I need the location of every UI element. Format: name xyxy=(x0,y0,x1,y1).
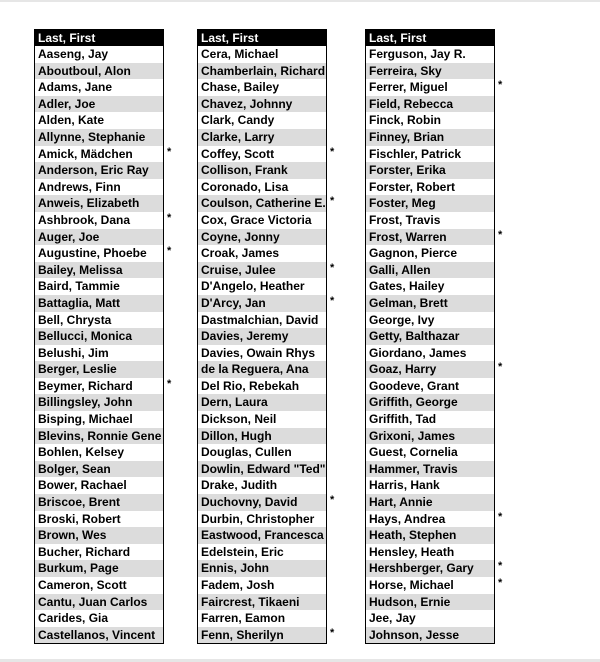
name-cell: Dowlin, Edward "Ted" xyxy=(201,461,326,476)
name-cell: Duchovny, David xyxy=(201,495,298,510)
name-row xyxy=(198,328,326,345)
row-list xyxy=(366,46,503,643)
name-row xyxy=(35,112,163,129)
name-cell: Clark, Candy xyxy=(201,113,275,128)
asterisk-marker: * xyxy=(498,361,503,374)
name-cell: Ferreira, Sky xyxy=(369,63,442,78)
name-cell: Faircrest, Tikaeni xyxy=(201,594,300,609)
name-row xyxy=(366,477,494,494)
name-cell: Beymer, Richard xyxy=(38,378,133,393)
name-cell: Adler, Joe xyxy=(38,96,96,111)
name-cell: Foster, Meg xyxy=(369,196,436,211)
name-row xyxy=(366,378,494,395)
name-row xyxy=(366,96,494,113)
name-cell: Finck, Robin xyxy=(369,113,441,128)
name-row xyxy=(366,328,494,345)
name-cell: Hays, Andrea xyxy=(369,511,446,526)
name-row xyxy=(35,195,163,212)
name-cell: Dern, Laura xyxy=(201,395,268,410)
name-row xyxy=(35,477,163,494)
name-row xyxy=(35,211,172,229)
name-row xyxy=(198,527,326,544)
asterisk-marker: * xyxy=(498,510,503,523)
name-cell: Dastmalchian, David xyxy=(201,312,319,327)
name-row xyxy=(35,229,163,246)
name-cell: Frost, Travis xyxy=(369,212,441,227)
name-cell: Gates, Hailey xyxy=(369,279,445,294)
name-cell: Frost, Warren xyxy=(369,229,447,244)
name-cell: Forster, Robert xyxy=(369,179,456,194)
name-row xyxy=(366,577,503,594)
name-cell: D'Arcy, Jan xyxy=(201,295,266,310)
name-row xyxy=(35,129,163,146)
name-cell: Brown, Wes xyxy=(38,528,107,543)
asterisk-marker: * xyxy=(498,577,503,589)
name-cell: Davies, Jeremy xyxy=(201,329,289,344)
name-row xyxy=(35,63,163,80)
name-cell: Hershberger, Gary xyxy=(369,561,474,576)
name-cell: Forster, Erika xyxy=(369,163,446,178)
name-cell: Baird, Tammie xyxy=(38,279,120,294)
name-row xyxy=(198,294,335,312)
name-row xyxy=(366,179,494,196)
name-row xyxy=(35,312,163,329)
name-row xyxy=(35,577,163,594)
name-cell: Belushi, Jim xyxy=(38,345,109,360)
name-row xyxy=(366,245,494,262)
name-row xyxy=(366,212,494,229)
name-cell: Aaseng, Jay xyxy=(38,47,109,61)
name-cell: Broski, Robert xyxy=(38,511,121,526)
name-row xyxy=(198,411,326,428)
name-cell: Bower, Rachael xyxy=(38,478,127,493)
name-row xyxy=(35,594,163,611)
row-list xyxy=(198,46,335,643)
name-row xyxy=(198,162,326,179)
name-cell: Battaglia, Matt xyxy=(38,295,121,310)
name-row xyxy=(366,444,494,461)
name-cell: Field, Rebecca xyxy=(369,96,454,111)
name-row xyxy=(366,361,503,378)
name-cell: Cameron, Scott xyxy=(38,578,127,592)
name-row xyxy=(366,428,494,445)
name-row xyxy=(366,278,494,295)
asterisk-marker: * xyxy=(330,261,335,274)
name-row xyxy=(198,312,326,329)
name-row xyxy=(366,79,503,96)
name-row xyxy=(198,544,326,561)
name-row xyxy=(366,146,494,163)
name-cell: Bolger, Sean xyxy=(38,461,111,476)
name-cell: Augustine, Phoebe xyxy=(38,246,147,261)
name-cell: Anderson, Eric Ray xyxy=(38,163,149,178)
name-row xyxy=(35,527,163,544)
name-cell: Del Rio, Rebekah xyxy=(201,378,300,393)
name-cell: Coronado, Lisa xyxy=(201,179,289,194)
name-row xyxy=(35,345,163,362)
name-cell: Clarke, Larry xyxy=(201,129,275,144)
name-cell: Dickson, Neil xyxy=(201,412,277,427)
name-row xyxy=(35,428,163,445)
name-row xyxy=(35,145,172,163)
name-row xyxy=(198,560,326,577)
name-row xyxy=(366,560,503,577)
name-row xyxy=(366,345,494,362)
name-row xyxy=(198,511,326,528)
name-cell: Horse, Michael xyxy=(369,578,454,592)
asterisk-marker: * xyxy=(498,79,503,92)
name-row xyxy=(35,377,172,395)
name-cell: Durbin, Christopher xyxy=(201,511,315,526)
name-row xyxy=(366,461,494,478)
name-row xyxy=(35,179,163,196)
name-cell: Bisping, Michael xyxy=(38,412,133,427)
name-cell: Fadem, Josh xyxy=(201,578,275,592)
name-row xyxy=(35,494,163,511)
name-cell: Bell, Chrysta xyxy=(38,312,112,327)
name-cell: de la Reguera, Ana xyxy=(201,362,309,377)
name-row xyxy=(198,145,335,163)
name-row xyxy=(35,278,163,295)
asterisk-marker: * xyxy=(167,145,172,158)
name-row xyxy=(198,594,326,611)
name-row xyxy=(198,129,326,146)
name-column-1 xyxy=(34,29,172,644)
name-cell: Cox, Grace Victoria xyxy=(201,212,312,227)
name-cell: Andrews, Finn xyxy=(38,179,121,194)
name-cell: Chamberlain, Richard xyxy=(201,63,326,78)
name-row xyxy=(35,295,163,312)
name-cell: Heath, Stephen xyxy=(369,528,457,543)
asterisk-marker: * xyxy=(330,145,335,158)
name-row xyxy=(198,361,326,378)
name-row xyxy=(198,112,326,129)
name-cell: Fischler, Patrick xyxy=(369,146,462,161)
name-row xyxy=(366,544,494,561)
name-cell: Bellucci, Monica xyxy=(38,329,133,344)
name-cell: Giordano, James xyxy=(369,345,467,360)
name-cell: Edelstein, Eric xyxy=(201,544,284,559)
name-row xyxy=(198,63,326,80)
name-row xyxy=(366,295,494,312)
name-row xyxy=(35,328,163,345)
name-cell: Berger, Leslie xyxy=(38,362,117,377)
name-row xyxy=(366,262,494,279)
asterisk-marker: * xyxy=(498,560,503,573)
name-row xyxy=(35,96,163,113)
name-cell: Fenn, Sherilyn xyxy=(201,627,284,642)
asterisk-marker: * xyxy=(498,228,503,241)
name-cell: Adams, Jane xyxy=(38,80,113,95)
name-row xyxy=(198,229,326,246)
name-cell: Drake, Judith xyxy=(201,478,278,493)
name-cell: Coyne, Jonny xyxy=(201,229,280,244)
name-row xyxy=(366,494,494,511)
name-row xyxy=(198,461,326,478)
name-cell: Hudson, Ernie xyxy=(369,594,451,609)
name-row xyxy=(35,46,163,63)
name-column-3 xyxy=(365,29,503,644)
name-column-2 xyxy=(197,29,335,644)
name-cell: Croak, James xyxy=(201,246,280,261)
name-cell: Ashbrook, Dana xyxy=(38,212,131,227)
name-row xyxy=(35,79,163,96)
name-cell: Aboutboul, Alon xyxy=(38,63,131,78)
name-cell: Chavez, Johnny xyxy=(201,96,293,111)
name-cell: Ennis, John xyxy=(201,561,270,576)
asterisk-marker: * xyxy=(330,195,335,208)
name-row xyxy=(198,428,326,445)
name-cell: Cera, Michael xyxy=(201,47,279,61)
name-cell: Getty, Balthazar xyxy=(369,329,460,344)
name-row xyxy=(366,312,494,329)
name-cell: Jee, Jay xyxy=(369,611,416,626)
name-cell: Griffith, Tad xyxy=(369,412,437,427)
name-row xyxy=(198,394,326,411)
name-cell: Hammer, Travis xyxy=(369,461,458,476)
name-row xyxy=(198,179,326,196)
name-row xyxy=(366,46,494,63)
name-row xyxy=(35,162,163,179)
top-divider xyxy=(0,0,600,2)
name-row xyxy=(35,610,163,627)
name-cell: Guest, Cornelia xyxy=(369,445,458,460)
name-row xyxy=(366,627,494,644)
name-row xyxy=(366,195,494,212)
name-cell: Bucher, Richard xyxy=(38,544,131,559)
name-cell: Allynne, Stephanie xyxy=(38,129,146,144)
name-cell: Finney, Brian xyxy=(369,129,445,144)
name-row xyxy=(366,527,494,544)
name-row xyxy=(366,394,494,411)
name-row xyxy=(198,494,335,511)
name-row xyxy=(198,378,326,395)
name-row xyxy=(198,610,326,627)
name-cell: Collison, Frank xyxy=(201,163,288,178)
name-cell: George, Ivy xyxy=(369,312,435,327)
name-cell: Galli, Allen xyxy=(369,262,431,277)
name-row xyxy=(198,245,326,262)
name-cell: Goodeve, Grant xyxy=(369,378,460,393)
name-row xyxy=(198,477,326,494)
name-cell: Cruise, Julee xyxy=(201,262,276,277)
asterisk-marker: * xyxy=(167,211,172,224)
name-row xyxy=(198,79,326,96)
name-cell: Alden, Kate xyxy=(38,113,105,128)
name-cell: Carides, Gia xyxy=(38,611,109,626)
name-cell: Blevins, Ronnie Gene xyxy=(38,428,162,443)
name-row xyxy=(366,112,494,129)
name-cell: Ferguson, Jay R. xyxy=(369,47,466,61)
name-cell: Harris, Hank xyxy=(369,478,440,493)
name-row xyxy=(366,594,494,611)
name-cell: Burkum, Page xyxy=(38,561,119,576)
name-row xyxy=(198,212,326,229)
name-cell: Billingsley, John xyxy=(38,395,133,410)
name-cell: Dillon, Hugh xyxy=(201,428,272,443)
name-cell: Bohlen, Kelsey xyxy=(38,445,125,460)
name-row xyxy=(366,411,494,428)
name-cell: Ferrer, Miguel xyxy=(369,80,448,95)
name-cell: Amick, Mädchen xyxy=(38,146,133,161)
column-header: Last, First xyxy=(366,30,494,46)
name-row xyxy=(366,129,494,146)
name-cell: Coulson, Catherine E. xyxy=(201,196,326,211)
name-cell: Bailey, Melissa xyxy=(38,262,123,277)
name-cell: Douglas, Cullen xyxy=(201,445,292,460)
name-cell: Briscoe, Brent xyxy=(38,495,121,510)
name-cell: Auger, Joe xyxy=(38,229,100,244)
name-row xyxy=(366,610,494,627)
name-row xyxy=(198,96,326,113)
name-row xyxy=(35,511,163,528)
name-cell: Gagnon, Pierce xyxy=(369,246,458,261)
column-header: Last, First xyxy=(35,30,163,46)
asterisk-marker: * xyxy=(330,494,335,507)
name-row xyxy=(198,46,326,63)
name-cell: Castellanos, Vincent xyxy=(38,627,156,642)
name-cell: Eastwood, Francesca xyxy=(201,528,324,543)
asterisk-marker: * xyxy=(330,294,335,307)
name-row xyxy=(366,510,503,528)
row-list xyxy=(35,46,172,643)
asterisk-marker: * xyxy=(167,245,172,258)
name-row xyxy=(35,394,163,411)
name-row xyxy=(198,577,326,594)
name-row xyxy=(198,626,335,644)
name-cell: Davies, Owain Rhys xyxy=(201,345,316,360)
name-row xyxy=(35,444,163,461)
asterisk-marker: * xyxy=(167,377,172,390)
name-row xyxy=(35,262,163,279)
name-row xyxy=(35,461,163,478)
name-cell: Goaz, Harry xyxy=(369,362,437,377)
name-cell: Grixoni, James xyxy=(369,428,456,443)
name-cell: Hensley, Heath xyxy=(369,544,455,559)
name-row xyxy=(35,627,163,644)
name-row xyxy=(366,228,503,246)
name-row xyxy=(366,63,494,80)
name-row xyxy=(198,261,335,279)
name-row xyxy=(35,560,163,577)
name-cell: Gelman, Brett xyxy=(369,295,448,310)
name-cell: D'Angelo, Heather xyxy=(201,279,305,294)
name-cell: Cantu, Juan Carlos xyxy=(38,594,148,609)
name-row xyxy=(35,245,172,262)
name-cell: Hart, Annie xyxy=(369,495,433,510)
asterisk-marker: * xyxy=(330,626,335,639)
column-header: Last, First xyxy=(198,30,326,46)
name-row xyxy=(198,444,326,461)
name-row xyxy=(35,411,163,428)
name-cell: Johnson, Jesse xyxy=(369,627,460,642)
name-row xyxy=(35,361,163,378)
name-cell: Anweis, Elizabeth xyxy=(38,196,140,211)
name-cell: Coffey, Scott xyxy=(201,146,275,161)
name-row xyxy=(35,544,163,561)
name-row xyxy=(198,278,326,295)
name-cell: Farren, Eamon xyxy=(201,611,286,626)
name-cell: Griffith, George xyxy=(369,395,458,410)
name-row xyxy=(366,162,494,179)
name-row xyxy=(198,345,326,362)
name-row xyxy=(198,195,335,212)
name-cell: Chase, Bailey xyxy=(201,80,280,95)
